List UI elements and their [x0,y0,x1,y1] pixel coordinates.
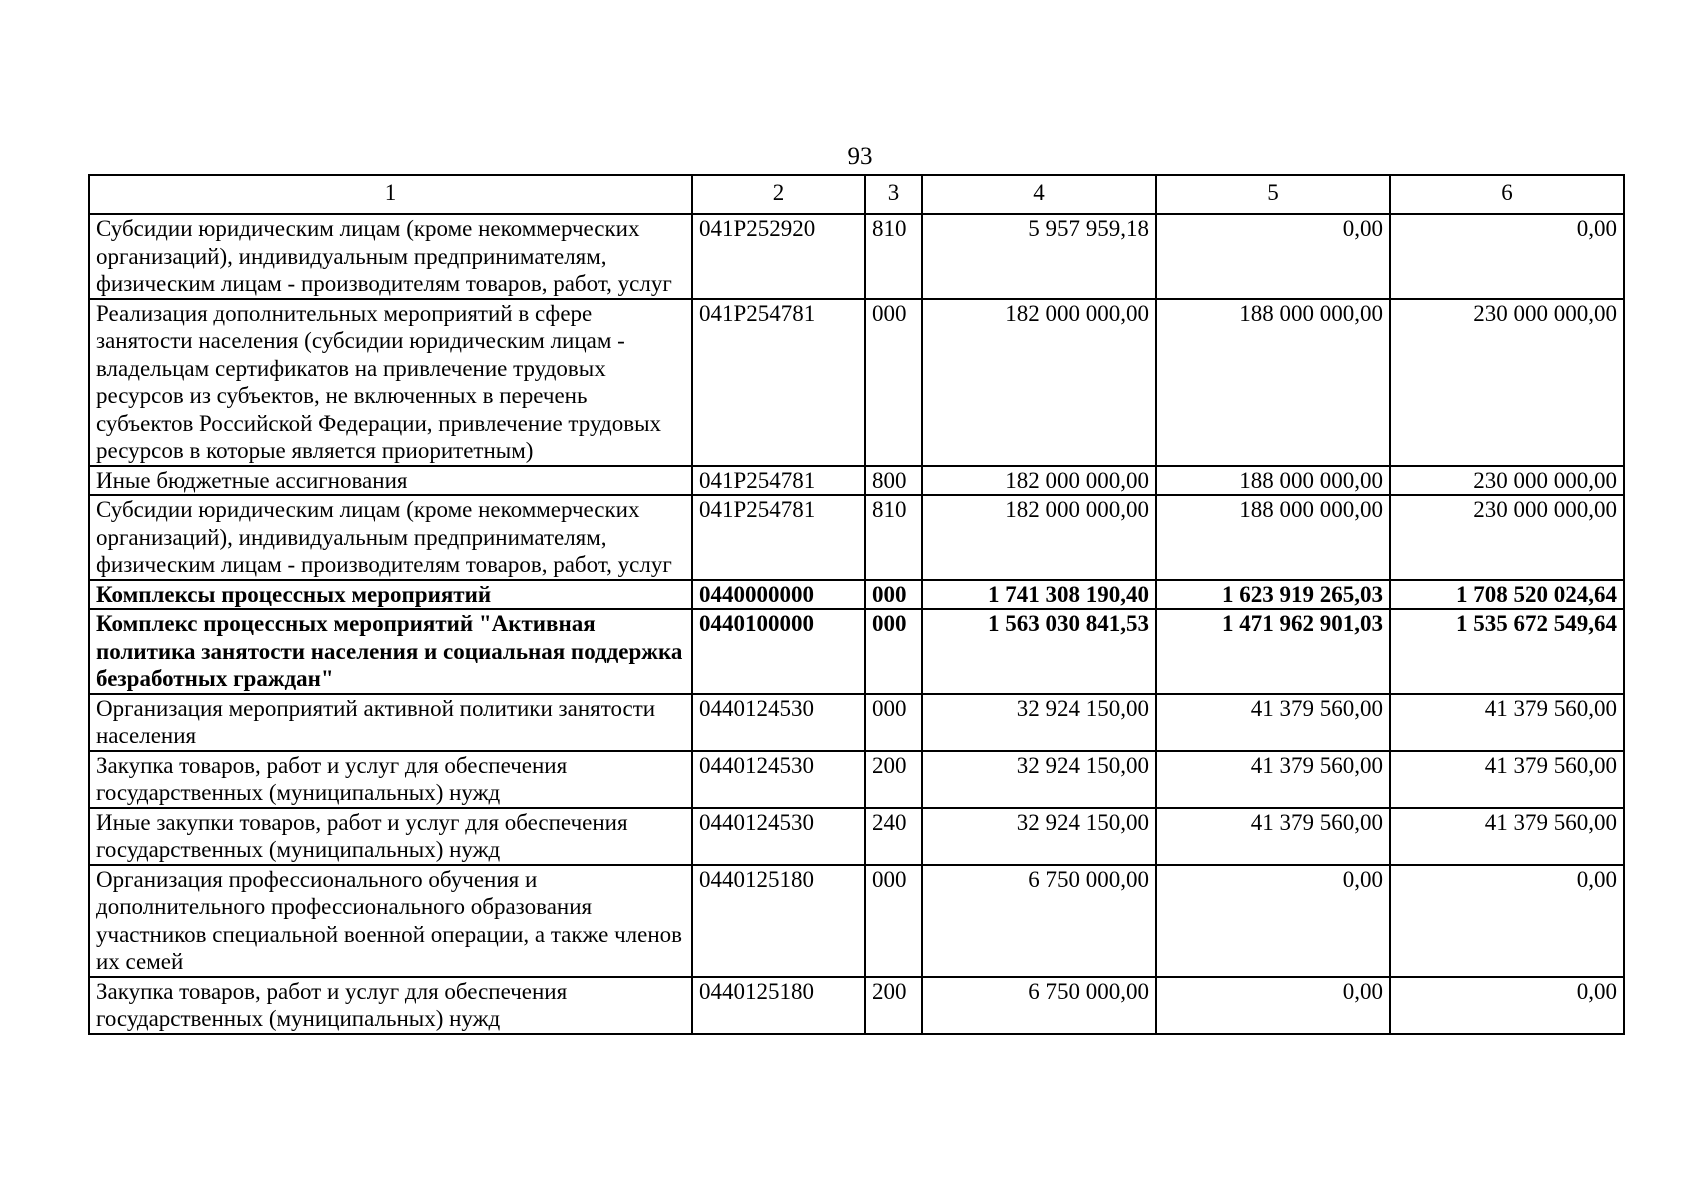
row-name: Закупка товаров, работ и услуг для обеспечения государственных (муниципальных) нужд [89,751,692,808]
row-amount-4: 6 750 000,00 [922,977,1156,1034]
row-expense-type: 000 [865,580,922,610]
column-header-3: 3 [865,175,922,214]
row-expense-type: 000 [865,299,922,466]
row-target-code: 0440125180 [692,865,865,977]
row-name: Закупка товаров, работ и услуг для обеспечения государственных (муниципальных) нужд [89,977,692,1034]
page-number: 93 [847,143,873,170]
column-header-2: 2 [692,175,865,214]
budget-table [88,174,1625,1035]
table-row [89,466,1624,496]
row-target-code: 0440124530 [692,808,865,865]
row-target-code: 0440124530 [692,694,865,751]
row-amount-5: 188 000 000,00 [1156,299,1390,466]
row-amount-6: 0,00 [1390,865,1624,977]
row-amount-4: 5 957 959,18 [922,214,1156,299]
row-target-code: 041P252920 [692,214,865,299]
row-expense-type: 800 [865,466,922,496]
row-name: Реализация дополнительных мероприятий в сфере занятости населения (субсидии юридическим лицам - владельцам сертификатов на привлечение трудовых ресурсов из субъектов, не включенных в перечень субъектов Российской Федерации, привлечение трудовых ресурсов в которые является приоритетным) [89,299,692,466]
table-header-row [89,175,1624,214]
row-amount-6: 230 000 000,00 [1390,299,1624,466]
row-amount-6: 230 000 000,00 [1390,466,1624,496]
table-row [89,694,1624,751]
row-amount-5: 1 471 962 901,03 [1156,609,1390,694]
column-header-5: 5 [1156,175,1390,214]
row-amount-4: 32 924 150,00 [922,751,1156,808]
row-target-code: 0440000000 [692,580,865,610]
column-header-6: 6 [1390,175,1624,214]
row-name: Комплексы процессных мероприятий [89,580,692,610]
row-amount-6: 230 000 000,00 [1390,495,1624,580]
row-target-code: 041P254781 [692,299,865,466]
row-expense-type: 000 [865,865,922,977]
table-row-section [89,609,1624,694]
row-amount-5: 41 379 560,00 [1156,808,1390,865]
row-amount-6: 41 379 560,00 [1390,808,1624,865]
row-expense-type: 000 [865,609,922,694]
row-target-code: 0440124530 [692,751,865,808]
row-expense-type: 200 [865,977,922,1034]
table-row [89,299,1624,466]
row-expense-type: 240 [865,808,922,865]
row-amount-6: 0,00 [1390,214,1624,299]
table-row [89,808,1624,865]
row-amount-4: 182 000 000,00 [922,495,1156,580]
row-amount-6: 41 379 560,00 [1390,694,1624,751]
row-target-code: 0440125180 [692,977,865,1034]
table-row [89,751,1624,808]
row-expense-type: 810 [865,214,922,299]
row-name: Иные бюджетные ассигнования [89,466,692,496]
row-name: Организация профессионального обучения и дополнительного профессионального образования участников специальной военной операции, а также членов их семей [89,865,692,977]
row-amount-5: 41 379 560,00 [1156,751,1390,808]
row-amount-5: 1 623 919 265,03 [1156,580,1390,610]
row-name: Субсидии юридическим лицам (кроме некоммерческих организаций), индивидуальным предпринимателям, физическим лицам - производителям товаров, работ, услуг [89,214,692,299]
row-target-code: 041P254781 [692,466,865,496]
table-row [89,495,1624,580]
row-amount-5: 188 000 000,00 [1156,495,1390,580]
row-target-code: 0440100000 [692,609,865,694]
row-amount-5: 41 379 560,00 [1156,694,1390,751]
row-name: Субсидии юридическим лицам (кроме некоммерческих организаций), индивидуальным предпринимателям, физическим лицам - производителям товаров, работ, услуг [89,495,692,580]
row-amount-6: 41 379 560,00 [1390,751,1624,808]
table-row [89,214,1624,299]
column-header-4: 4 [922,175,1156,214]
row-amount-4: 32 924 150,00 [922,808,1156,865]
row-amount-4: 1 563 030 841,53 [922,609,1156,694]
row-amount-6: 0,00 [1390,977,1624,1034]
column-header-1: 1 [89,175,692,214]
table-row-section [89,580,1624,610]
row-name: Организация мероприятий активной политики занятости населения [89,694,692,751]
table-row [89,865,1624,977]
row-expense-type: 000 [865,694,922,751]
row-name: Иные закупки товаров, работ и услуг для обеспечения государственных (муниципальных) нужд [89,808,692,865]
row-amount-5: 0,00 [1156,865,1390,977]
row-amount-6: 1 535 672 549,64 [1390,609,1624,694]
table-row [89,977,1624,1034]
row-name: Комплекс процессных мероприятий "Активная политика занятости населения и социальная поддержка безработных граждан" [89,609,692,694]
row-amount-5: 188 000 000,00 [1156,466,1390,496]
row-amount-6: 1 708 520 024,64 [1390,580,1624,610]
row-amount-4: 32 924 150,00 [922,694,1156,751]
row-target-code: 041P254781 [692,495,865,580]
row-expense-type: 810 [865,495,922,580]
row-amount-5: 0,00 [1156,214,1390,299]
row-amount-4: 182 000 000,00 [922,466,1156,496]
row-amount-4: 1 741 308 190,40 [922,580,1156,610]
row-amount-5: 0,00 [1156,977,1390,1034]
row-amount-4: 6 750 000,00 [922,865,1156,977]
row-expense-type: 200 [865,751,922,808]
row-amount-4: 182 000 000,00 [922,299,1156,466]
